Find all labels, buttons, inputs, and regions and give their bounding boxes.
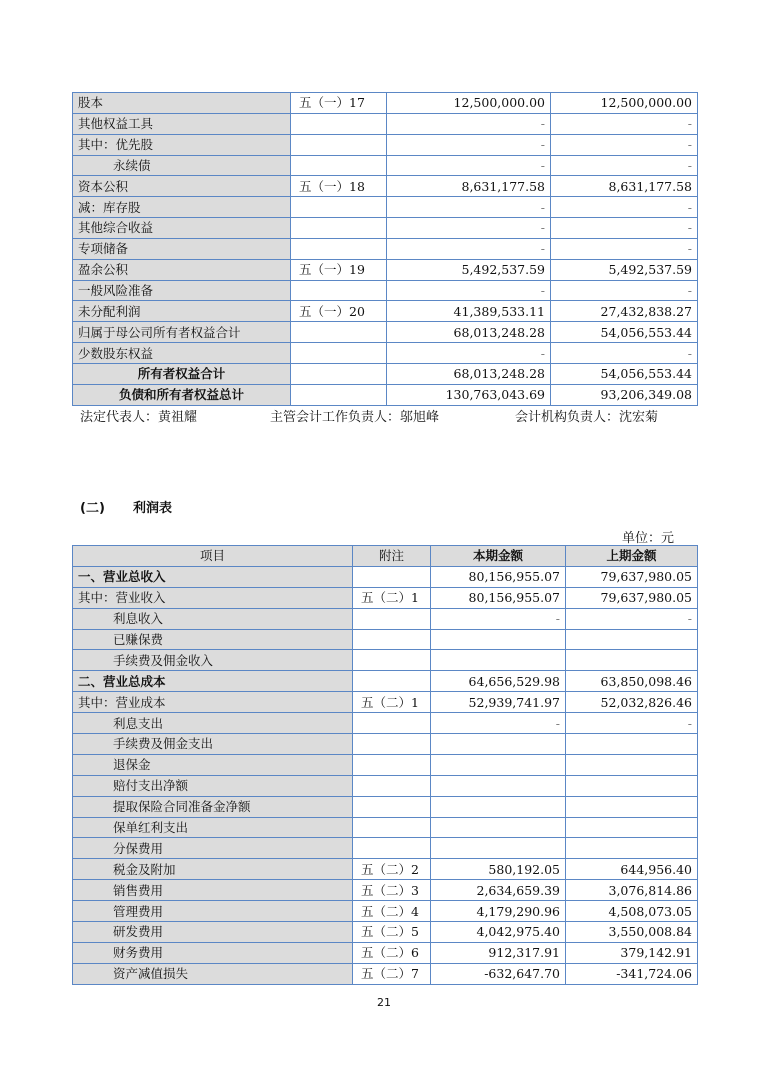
row-label: 销售费用 (73, 880, 353, 901)
row-prior-amount (566, 775, 698, 796)
row-current-amount: -632,647.70 (431, 963, 566, 984)
row-note (291, 218, 387, 239)
row-prior-amount: - (551, 134, 698, 155)
row-label: 减：库存股 (73, 197, 291, 218)
row-label: 一、营业总收入 (73, 566, 353, 587)
row-label: 永续债 (73, 155, 291, 176)
row-label: 已赚保费 (73, 629, 353, 650)
row-current-amount: - (431, 608, 566, 629)
row-label: 一般风险准备 (73, 280, 291, 301)
table-row (73, 280, 698, 301)
row-current-amount (431, 629, 566, 650)
row-current-amount: 5,492,537.59 (387, 259, 551, 280)
row-prior-amount: - (566, 608, 698, 629)
row-prior-amount: 644,956.40 (566, 859, 698, 880)
row-current-amount: - (387, 218, 551, 239)
row-current-amount (431, 754, 566, 775)
row-label: 其他综合收益 (73, 218, 291, 239)
row-label: 资产减值损失 (73, 963, 353, 984)
section-number: (二) (80, 501, 105, 516)
table-row (73, 775, 698, 796)
row-prior-amount: 79,637,980.05 (566, 587, 698, 608)
page-number: 21 (377, 996, 391, 1009)
row-label: 资本公积 (73, 176, 291, 197)
row-note: 五（一）18 (291, 176, 387, 197)
row-label: 少数股东权益 (73, 343, 291, 364)
row-label: 退保金 (73, 754, 353, 775)
table-row (73, 218, 698, 239)
row-current-amount: - (387, 280, 551, 301)
table-row (73, 859, 698, 880)
table-row (73, 880, 698, 901)
row-prior-amount: 52,032,826.46 (566, 692, 698, 713)
row-label: 其中：优先股 (73, 134, 291, 155)
row-label: 利息收入 (73, 608, 353, 629)
row-label: 利息支出 (73, 713, 353, 734)
row-prior-amount: -341,724.06 (566, 963, 698, 984)
row-note (353, 796, 431, 817)
table-row (73, 713, 698, 734)
row-note (353, 817, 431, 838)
row-label: 归属于母公司所有者权益合计 (73, 322, 291, 343)
unit-label: 单位：元 (622, 531, 675, 546)
table-row (73, 901, 698, 922)
row-prior-amount: 379,142.91 (566, 942, 698, 963)
table-row (73, 113, 698, 134)
row-prior-amount: 54,056,553.44 (551, 363, 698, 384)
row-prior-amount: 12,500,000.00 (551, 93, 698, 114)
row-note: 五（一）19 (291, 259, 387, 280)
row-prior-amount (566, 733, 698, 754)
row-current-amount: - (387, 238, 551, 259)
row-note: 五（二）3 (353, 880, 431, 901)
row-note (353, 650, 431, 671)
table-row (73, 629, 698, 650)
header-prior: 上期金额 (566, 546, 698, 567)
row-note: 五（二）2 (353, 859, 431, 880)
row-label: 手续费及佣金支出 (73, 733, 353, 754)
row-current-amount: - (387, 113, 551, 134)
row-current-amount: 68,013,248.28 (387, 363, 551, 384)
row-note (353, 733, 431, 754)
table-row (73, 238, 698, 259)
row-prior-amount: - (551, 218, 698, 239)
row-prior-amount: 63,850,098.46 (566, 671, 698, 692)
row-label: 分保费用 (73, 838, 353, 859)
row-current-amount (431, 796, 566, 817)
row-label: 所有者权益合计 (73, 363, 291, 384)
row-note (353, 713, 431, 734)
table-row (73, 671, 698, 692)
row-note (353, 608, 431, 629)
row-label: 保单红利支出 (73, 817, 353, 838)
row-current-amount: 52,939,741.97 (431, 692, 566, 713)
row-prior-amount: 79,637,980.05 (566, 566, 698, 587)
table-row (73, 963, 698, 984)
row-current-amount: 68,013,248.28 (387, 322, 551, 343)
header-row (73, 546, 698, 567)
table-row (73, 692, 698, 713)
row-note (291, 384, 387, 405)
row-prior-amount: - (551, 280, 698, 301)
row-note (353, 629, 431, 650)
table-row (73, 650, 698, 671)
row-current-amount: 12,500,000.00 (387, 93, 551, 114)
row-prior-amount: - (551, 155, 698, 176)
row-note (291, 134, 387, 155)
table-row (73, 942, 698, 963)
row-prior-amount: 54,056,553.44 (551, 322, 698, 343)
row-prior-amount (566, 754, 698, 775)
row-label: 负债和所有者权益总计 (73, 384, 291, 405)
accounting-org-head: 会计机构负责人：沈宏菊 (515, 410, 659, 425)
row-note: 五（二）1 (353, 692, 431, 713)
row-prior-amount (566, 817, 698, 838)
table-row (73, 363, 698, 384)
row-label: 二、营业总成本 (73, 671, 353, 692)
row-note: 五（二）1 (353, 587, 431, 608)
table-row (73, 134, 698, 155)
row-note (291, 343, 387, 364)
row-label: 专项储备 (73, 238, 291, 259)
row-prior-amount: 5,492,537.59 (551, 259, 698, 280)
row-prior-amount: 8,631,177.58 (551, 176, 698, 197)
row-current-amount: 64,656,529.98 (431, 671, 566, 692)
row-prior-amount: - (551, 343, 698, 364)
row-label: 其他权益工具 (73, 113, 291, 134)
row-label: 其中：营业收入 (73, 587, 353, 608)
row-prior-amount: 27,432,838.27 (551, 301, 698, 322)
income-statement-body (73, 566, 698, 984)
row-current-amount: - (387, 134, 551, 155)
row-note: 五（二）6 (353, 942, 431, 963)
table-row (73, 754, 698, 775)
row-current-amount: 80,156,955.07 (431, 566, 566, 587)
table-row (73, 197, 698, 218)
table-row (73, 155, 698, 176)
table-row (73, 587, 698, 608)
row-prior-amount: - (551, 238, 698, 259)
table-row (73, 384, 698, 405)
row-current-amount (431, 775, 566, 796)
table-row (73, 817, 698, 838)
row-note (353, 566, 431, 587)
row-current-amount (431, 650, 566, 671)
row-label: 提取保险合同准备金净额 (73, 796, 353, 817)
table-row (73, 301, 698, 322)
row-current-amount: 8,631,177.58 (387, 176, 551, 197)
row-note: 五（一）20 (291, 301, 387, 322)
row-note: 五（二）5 (353, 921, 431, 942)
balance-sheet-body (73, 93, 698, 406)
balance-sheet-equity-table (72, 92, 698, 406)
row-note (291, 363, 387, 384)
row-current-amount: 4,042,975.40 (431, 921, 566, 942)
row-current-amount: 580,192.05 (431, 859, 566, 880)
row-label: 未分配利润 (73, 301, 291, 322)
row-note (353, 754, 431, 775)
row-current-amount: 130,763,043.69 (387, 384, 551, 405)
row-current-amount: - (387, 155, 551, 176)
header-note: 附注 (353, 546, 431, 567)
row-note (291, 197, 387, 218)
row-prior-amount (566, 796, 698, 817)
table-row (73, 322, 698, 343)
row-current-amount: - (431, 713, 566, 734)
row-label: 股本 (73, 93, 291, 114)
row-current-amount: 80,156,955.07 (431, 587, 566, 608)
row-prior-amount: 3,550,008.84 (566, 921, 698, 942)
row-current-amount: 4,179,290.96 (431, 901, 566, 922)
row-current-amount: - (387, 197, 551, 218)
row-note (353, 671, 431, 692)
table-row (73, 796, 698, 817)
row-prior-amount (566, 650, 698, 671)
row-note (291, 238, 387, 259)
row-prior-amount: 93,206,349.08 (551, 384, 698, 405)
row-current-amount (431, 733, 566, 754)
row-prior-amount: - (551, 197, 698, 218)
row-label: 手续费及佣金收入 (73, 650, 353, 671)
row-label: 税金及附加 (73, 859, 353, 880)
table-row (73, 176, 698, 197)
row-note (291, 322, 387, 343)
table-row (73, 93, 698, 114)
row-current-amount: 912,317.91 (431, 942, 566, 963)
table-row (73, 733, 698, 754)
row-note (291, 113, 387, 134)
row-label: 赔付支出净额 (73, 775, 353, 796)
header-item: 项目 (73, 546, 353, 567)
table-row (73, 838, 698, 859)
row-note (353, 775, 431, 796)
row-current-amount (431, 838, 566, 859)
accounting-head: 主管会计工作负责人：邬旭峰 (270, 410, 440, 425)
income-statement-table (72, 545, 698, 985)
row-prior-amount (566, 838, 698, 859)
row-current-amount: 2,634,659.39 (431, 880, 566, 901)
header-current: 本期金额 (431, 546, 566, 567)
row-label: 其中：营业成本 (73, 692, 353, 713)
row-current-amount: 41,389,533.11 (387, 301, 551, 322)
row-current-amount (431, 817, 566, 838)
row-prior-amount: 4,508,073.05 (566, 901, 698, 922)
row-current-amount: - (387, 343, 551, 364)
row-prior-amount: - (551, 113, 698, 134)
row-note: 五（一）17 (291, 93, 387, 114)
row-note (291, 280, 387, 301)
row-label: 研发费用 (73, 921, 353, 942)
row-prior-amount: - (566, 713, 698, 734)
row-prior-amount (566, 629, 698, 650)
section-title: 利润表 (133, 501, 173, 516)
table-row (73, 921, 698, 942)
row-note: 五（二）4 (353, 901, 431, 922)
table-row (73, 259, 698, 280)
row-note (353, 838, 431, 859)
row-note (291, 155, 387, 176)
row-label: 管理费用 (73, 901, 353, 922)
legal-representative: 法定代表人：黄祖耀 (80, 410, 198, 425)
row-note: 五（二）7 (353, 963, 431, 984)
table-row (73, 566, 698, 587)
table-row (73, 608, 698, 629)
row-prior-amount: 3,076,814.86 (566, 880, 698, 901)
row-label: 盈余公积 (73, 259, 291, 280)
row-label: 财务费用 (73, 942, 353, 963)
table-row (73, 343, 698, 364)
